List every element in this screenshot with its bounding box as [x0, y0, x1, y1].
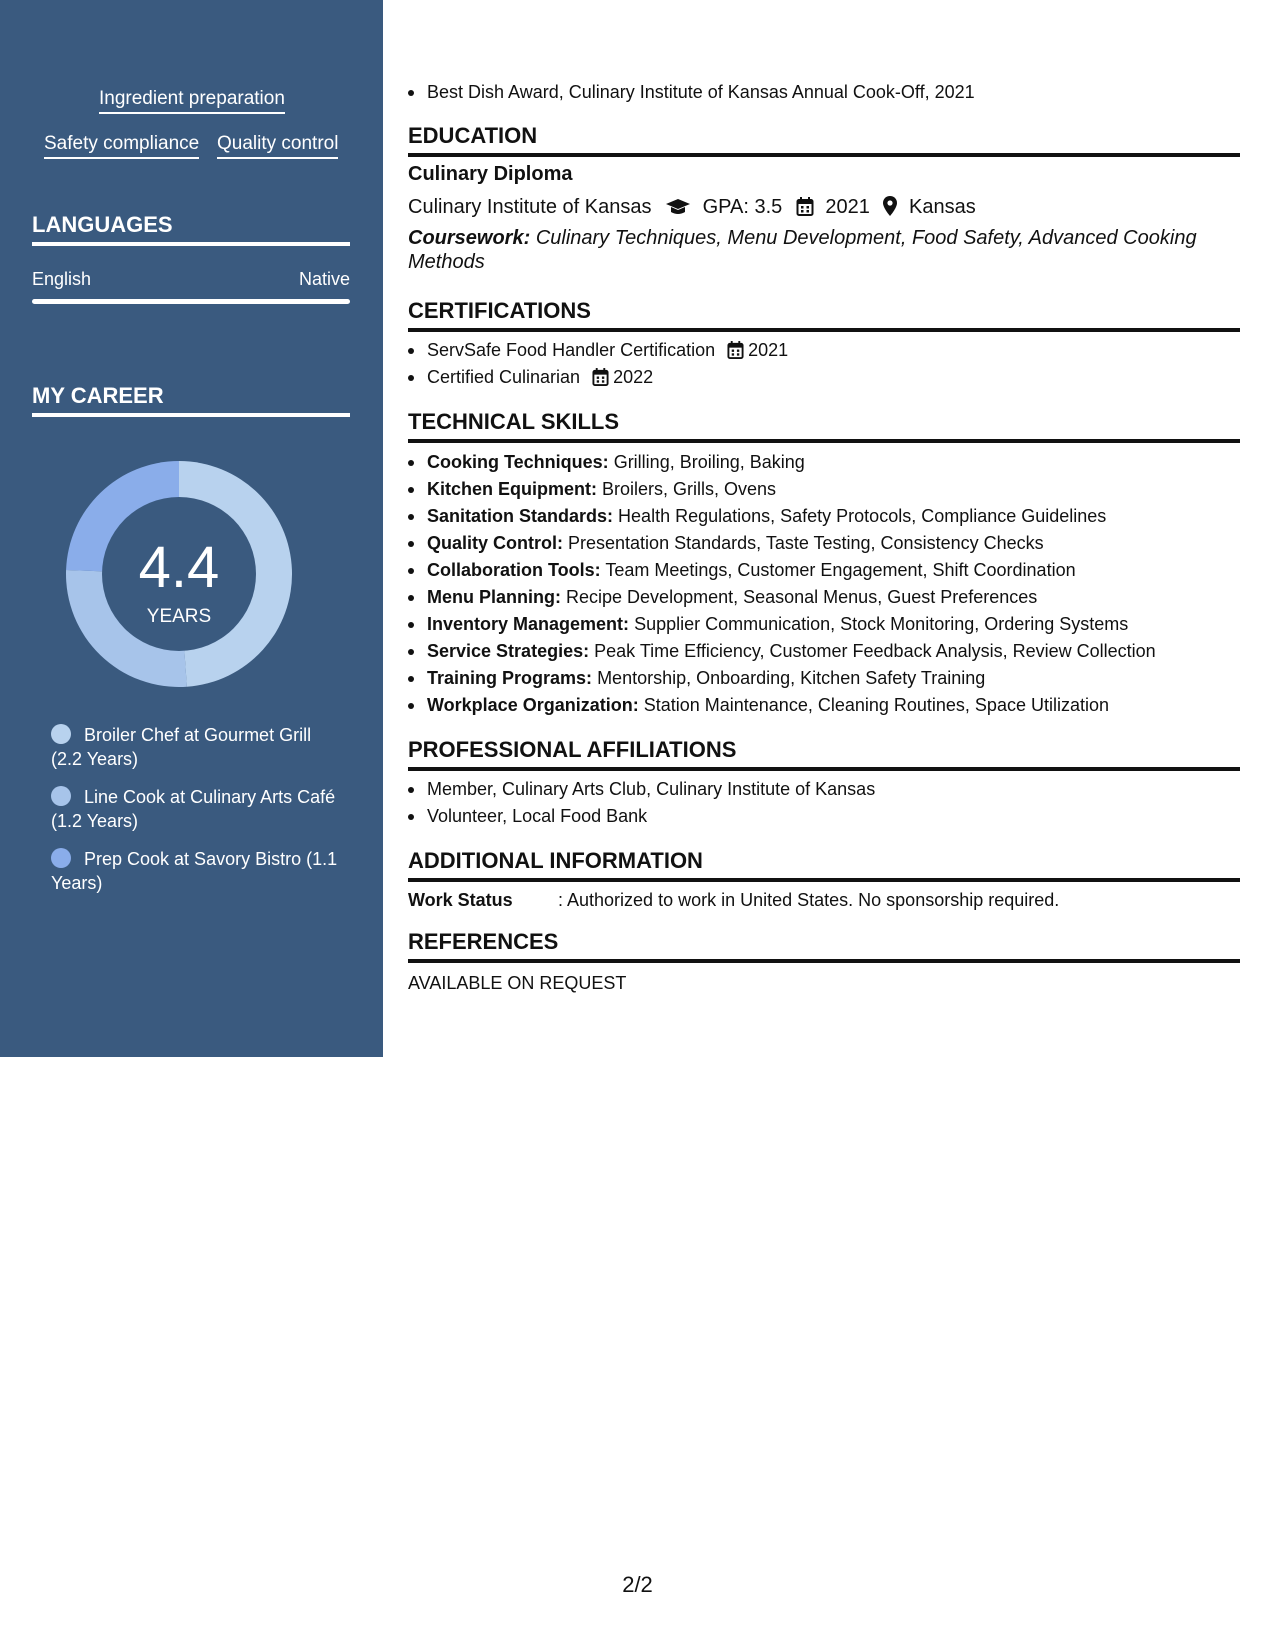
certifications-list — [408, 337, 788, 391]
list-item: Best Dish Award, Culinary Institute of Kansas Annual Cook-Off, 2021 — [408, 79, 975, 106]
skill-label: Inventory Management: — [427, 614, 630, 634]
skill-label: Menu Planning: — [427, 587, 561, 607]
skill-value: Health Regulations, Safety Protocols, Compliance Guidelines — [618, 506, 1107, 526]
certification-year: 2022 — [613, 367, 654, 387]
legend-dot — [51, 786, 71, 806]
sidebar — [0, 0, 383, 1057]
list-item — [408, 449, 1156, 476]
career-total: 4.4 — [138, 535, 220, 600]
graduation-year: 2021 — [825, 196, 870, 218]
legend-dot — [51, 724, 71, 744]
list-item — [408, 611, 1156, 638]
affiliations-list — [408, 776, 875, 830]
skill-label: Quality Control: — [427, 533, 563, 553]
work-status-label: Work Status — [408, 890, 513, 910]
skill-tag[interactable]: Safety compliance — [44, 133, 199, 159]
list-item: Volunteer, Local Food Bank — [408, 803, 875, 830]
career-label: Broiler Chef at Gourmet Grill (2.2 Years) — [51, 725, 312, 769]
legend-dot — [51, 848, 71, 868]
list-item — [408, 692, 1156, 719]
skill-label: Training Programs: — [427, 668, 593, 688]
career-item — [51, 723, 341, 771]
coursework — [408, 226, 1240, 274]
coursework-label: Coursework: — [408, 227, 531, 249]
awards-list — [408, 79, 975, 106]
location-pin-icon — [883, 196, 897, 216]
skill-label: Collaboration Tools: — [427, 560, 601, 580]
career-item — [51, 847, 341, 895]
skill-label: Sanitation Standards: — [427, 506, 614, 526]
list-item — [408, 638, 1156, 665]
list-item: Member, Culinary Arts Club, Culinary Institute of Kansas — [408, 776, 875, 803]
list-item — [408, 665, 1156, 692]
degree-title: Culinary Diploma — [408, 163, 573, 185]
references-text: AVAILABLE ON REQUEST — [408, 973, 627, 993]
school-name: Culinary Institute of Kansas — [408, 196, 652, 218]
career-item — [51, 785, 341, 833]
skill-label: Workplace Organization: — [427, 695, 639, 715]
list-item — [408, 584, 1156, 611]
list-item — [408, 476, 1156, 503]
career-label: Prep Cook at Savory Bistro (1.1 Years) — [51, 849, 338, 893]
gpa: GPA: 3.5 — [702, 196, 783, 218]
language-level: Native — [298, 269, 350, 289]
skill-label: Kitchen Equipment: — [427, 479, 597, 499]
calendar-icon — [727, 341, 744, 359]
list-item — [408, 557, 1156, 584]
language-level-bar — [32, 299, 350, 304]
certification-year: 2021 — [748, 340, 789, 360]
language-name: English — [32, 269, 92, 289]
career-donut-chart — [66, 461, 292, 687]
skill-value: Station Maintenance, Cleaning Routines, Space Utilization — [643, 695, 1109, 715]
calendar-icon — [592, 368, 609, 386]
calendar-icon — [796, 197, 814, 216]
skill-value: Grilling, Broiling, Baking — [613, 452, 805, 472]
education-details — [408, 195, 976, 219]
graduation-cap-icon — [665, 198, 691, 216]
skill-label: Cooking Techniques: — [427, 452, 609, 472]
skill-tag[interactable]: Ingredient preparation — [99, 88, 285, 114]
skill-value: Mentorship, Onboarding, Kitchen Safety Training — [597, 668, 986, 688]
skill-value: Peak Time Efficiency, Customer Feedback Analysis, Review Collection — [594, 641, 1156, 661]
certification-name: ServSafe Food Handler Certification — [427, 340, 716, 360]
language-row — [32, 268, 350, 290]
additional-info-heading: ADDITIONAL INFORMATION — [408, 848, 1240, 882]
certifications-heading: CERTIFICATIONS — [408, 298, 1240, 332]
education-heading: EDUCATION — [408, 123, 1240, 157]
coursework-text: Culinary Techniques, Menu Development, Food Safety, Advanced Cooking Methods — [408, 227, 1197, 273]
career-unit: YEARS — [146, 606, 212, 627]
skill-value: Presentation Standards, Taste Testing, Consistency Checks — [568, 533, 1044, 553]
technical-skills-heading: TECHNICAL SKILLS — [408, 409, 1240, 443]
skill-value: Supplier Communication, Stock Monitoring, Ordering Systems — [634, 614, 1129, 634]
list-item — [408, 364, 788, 391]
certification-name: Certified Culinarian — [427, 367, 581, 387]
skill-value: Team Meetings, Customer Engagement, Shift Coordination — [605, 560, 1076, 580]
work-status-value: : Authorized to work in United States. No sponsorship required. — [558, 890, 1060, 910]
career-label: Line Cook at Culinary Arts Café (1.2 Years) — [51, 787, 336, 831]
skill-label: Service Strategies: — [427, 641, 590, 661]
skill-value: Broilers, Grills, Ovens — [602, 479, 777, 499]
references-heading: REFERENCES — [408, 929, 1240, 963]
skill-value: Recipe Development, Seasonal Menus, Guest Preferences — [566, 587, 1038, 607]
affiliations-heading: PROFESSIONAL AFFILIATIONS — [408, 737, 1240, 771]
technical-skills-list — [408, 449, 1156, 719]
page-number: 2/2 — [622, 1572, 653, 1597]
list-item — [408, 530, 1156, 557]
list-item — [408, 337, 788, 364]
school-location: Kansas — [909, 196, 976, 218]
career-heading: MY CAREER — [32, 383, 350, 417]
languages-heading: LANGUAGES — [32, 212, 350, 246]
work-status-row — [408, 888, 1059, 912]
skill-tag[interactable]: Quality control — [217, 133, 338, 159]
list-item — [408, 503, 1156, 530]
